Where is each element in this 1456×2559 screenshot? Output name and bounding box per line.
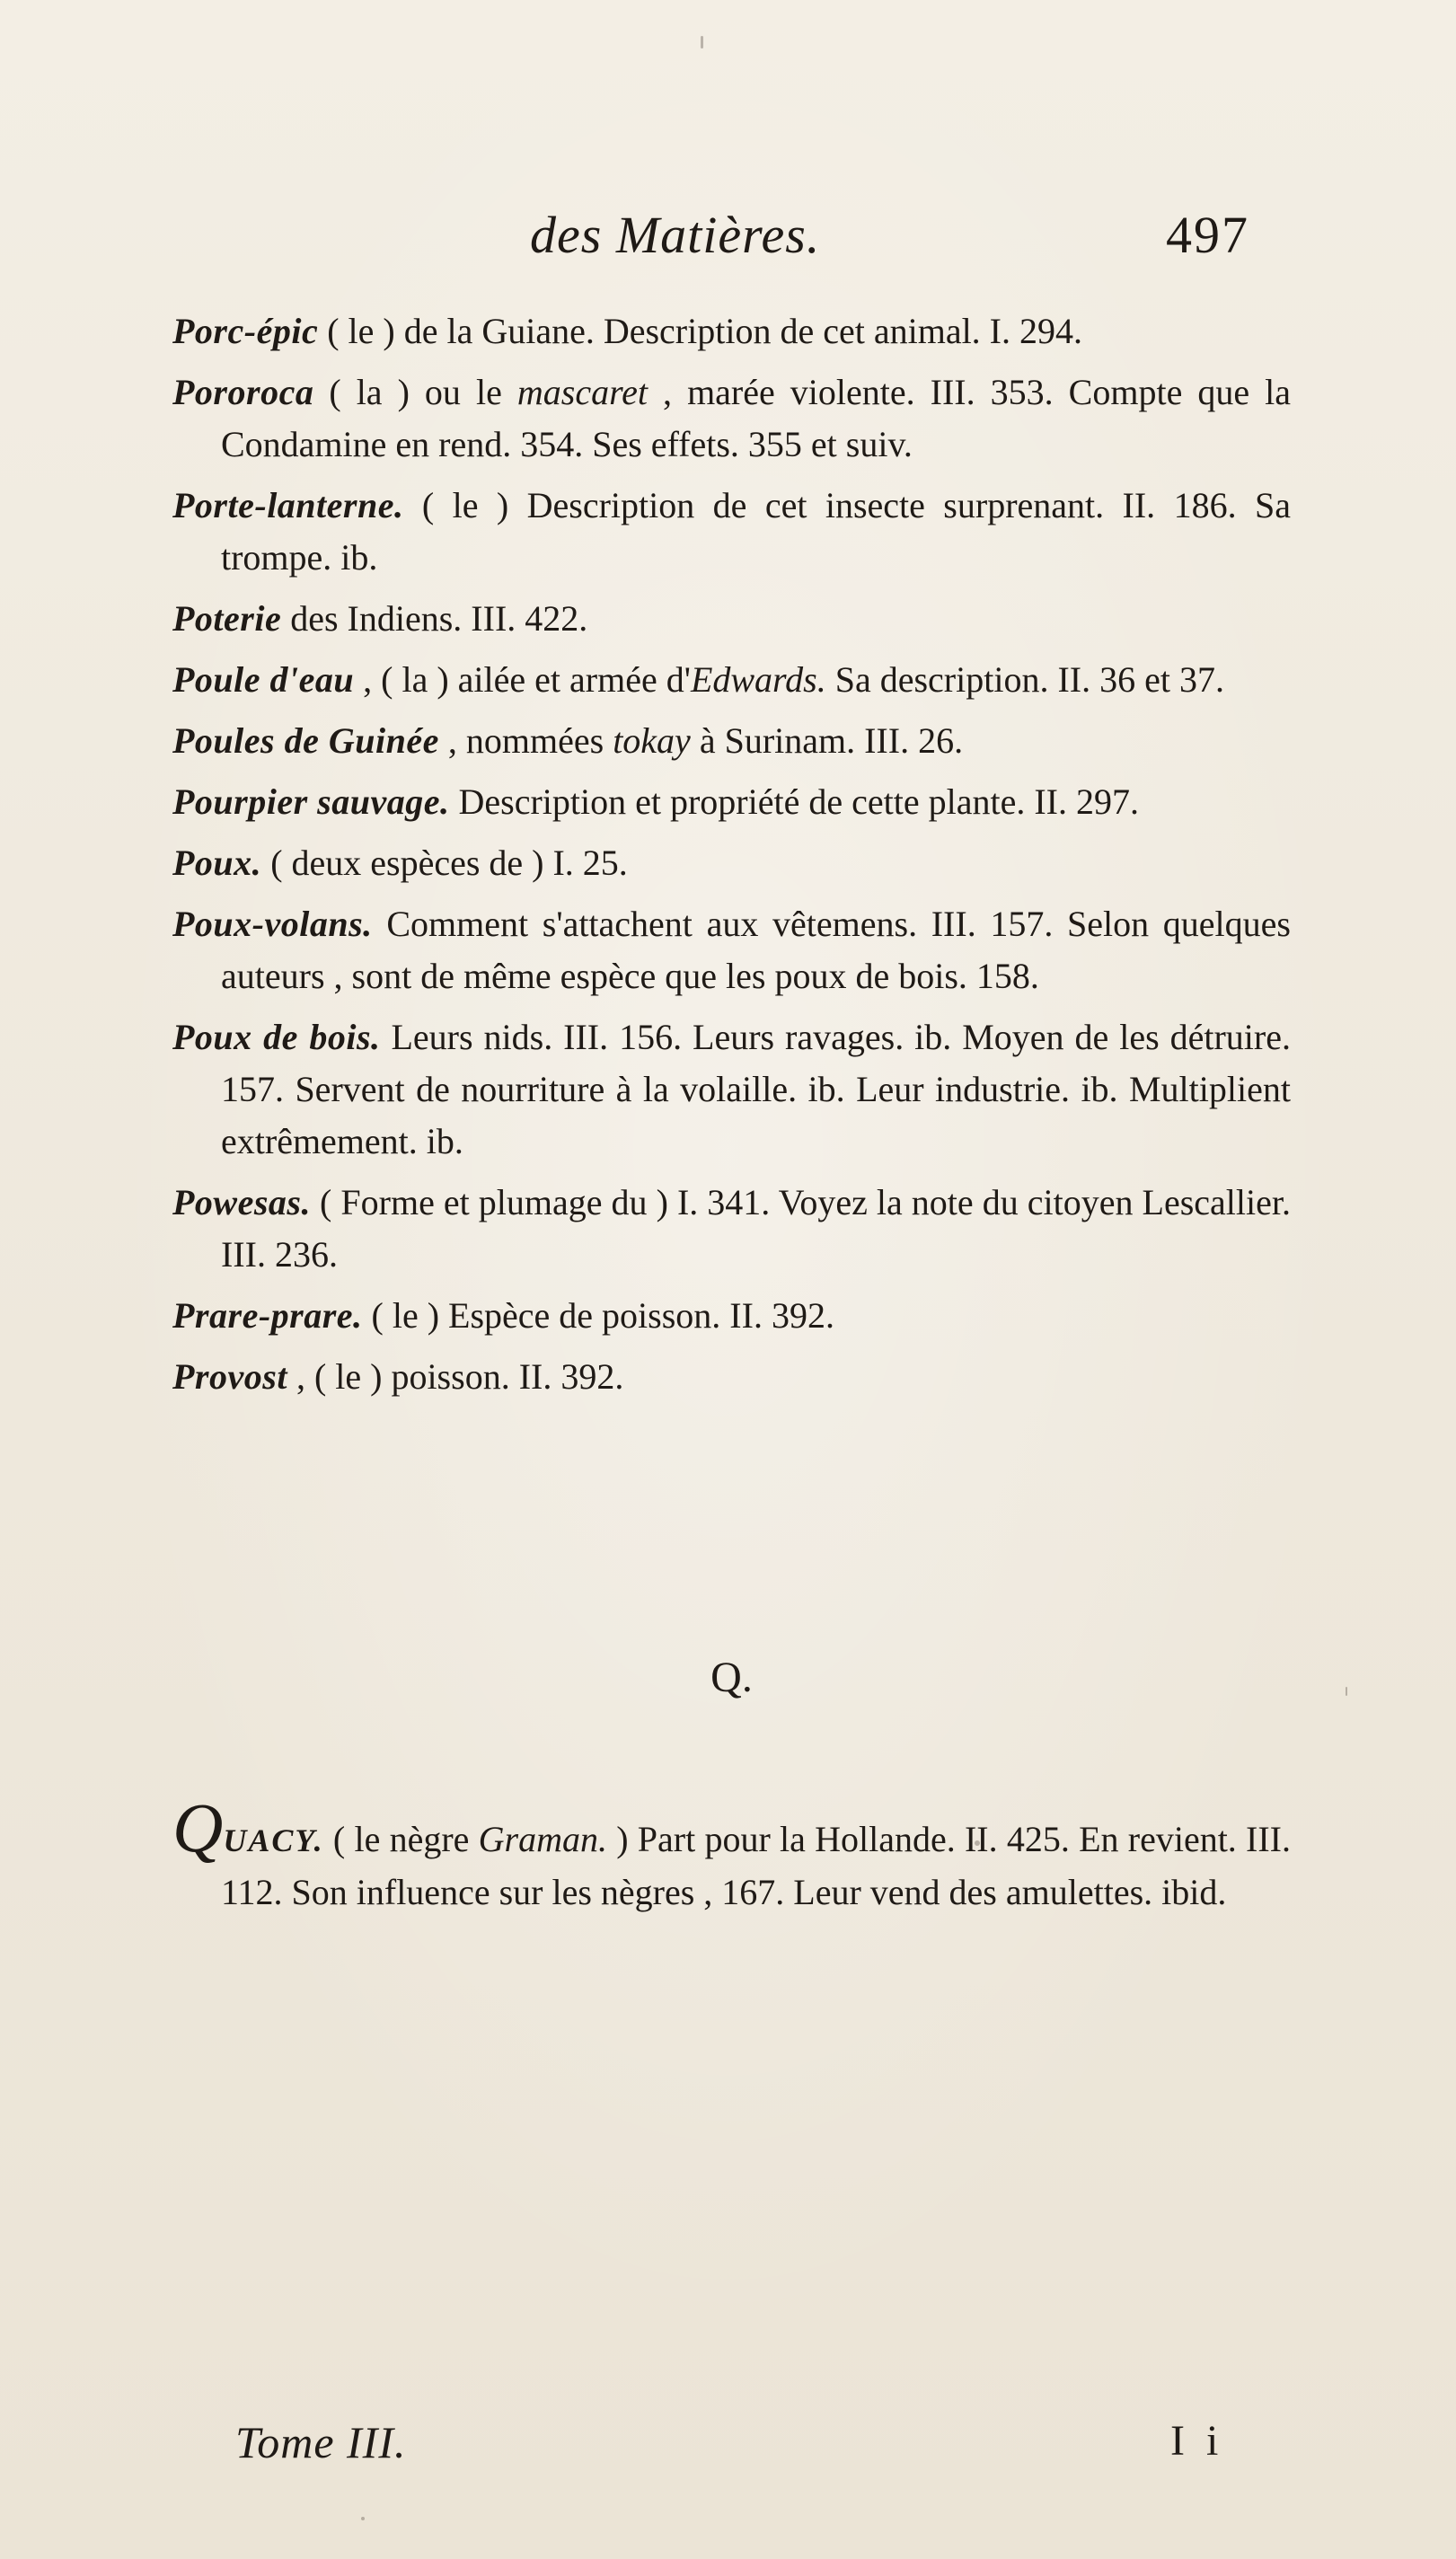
index-entry (172, 715, 1291, 767)
entry-text: des Indiens. III. 422. (281, 598, 588, 639)
entry-term: Poterie (172, 598, 282, 639)
page-number: 497 (1166, 206, 1249, 264)
entry-text: ( le ) Espèce de poisson. II. 392. (362, 1295, 834, 1336)
section-letter: Q. (710, 1654, 753, 1701)
entry-term: Poux-volans. (172, 904, 373, 944)
drop-cap: Q (172, 1788, 224, 1866)
entry-term: Porte-lanterne. (172, 485, 404, 525)
entry-text: ( deux espèces de ) I. 25. (261, 843, 628, 883)
index-entry (172, 837, 1291, 889)
index-entry (172, 366, 1291, 471)
index-entry (172, 898, 1291, 1002)
entry-text-pre: ( la ) ou le (313, 372, 517, 412)
entry-term: Poux de bois. (172, 1017, 381, 1057)
entry-text: Comment s'attachent aux vêtemens. III. 157. Selon quelques auteurs , sont de même espèce que les poux de bois. 158. (221, 904, 1291, 996)
entry-term: Poux. (172, 843, 262, 883)
index-entry (172, 1788, 1292, 1919)
entry-text: ) Part pour la Hollande. II. 425. En revient. III. 112. Son influence sur les nègres , 167. Leur vend des amulettes. ibid. (221, 1819, 1292, 1912)
index-entries-q (172, 1788, 1292, 1928)
entry-term: UACY. (223, 1822, 324, 1858)
entry-term: Pourpier sauvage. (172, 781, 450, 822)
index-entry (172, 1177, 1291, 1281)
index-entry (172, 654, 1291, 706)
entry-text: Sa description. II. 36 et 37. (825, 659, 1224, 700)
entry-term: Prare-prare. (172, 1295, 363, 1336)
index-entry (172, 593, 1291, 645)
entry-term: Poule d'eau (172, 659, 355, 700)
page-header (0, 205, 1456, 286)
entry-text: ( le ) de la Guiane. Description de cet animal. I. 294. (318, 311, 1083, 351)
entry-term: Powesas. (172, 1182, 311, 1222)
index-entry (172, 1290, 1291, 1342)
index-entries-p (172, 305, 1291, 1412)
entry-italic: Edwards. (690, 659, 826, 700)
index-entry (172, 305, 1291, 357)
entry-term: Pororoca (172, 372, 314, 412)
signature-mark: I i (1170, 2417, 1224, 2465)
entry-text: , ( le ) poisson. II. 392. (287, 1356, 624, 1397)
entry-italic: mascaret (516, 372, 649, 412)
paper-speck (1346, 1687, 1347, 1696)
entry-text: ( Forme et plumage du ) I. 341. Voyez la note du citoyen Lescallier. III. 236. (221, 1182, 1291, 1275)
index-entry (172, 480, 1291, 584)
entry-italic: tokay (613, 720, 691, 761)
page-footer (0, 2416, 1456, 2479)
entry-text-pre: ( le nègre (323, 1819, 479, 1859)
entry-text: Description et propriété de cette plante. II. 297. (449, 781, 1139, 822)
entry-text: Leurs nids. III. 156. Leurs ravages. ib. Moyen de les détruire. 157. Servent de nourriture à la volaille. ib. Leur industrie. ib. Multiplient extrêmement. ib. (221, 1017, 1291, 1161)
entry-term: Porc-épic (172, 311, 319, 351)
paper-speck (701, 36, 703, 49)
entry-term: Provost (172, 1356, 287, 1397)
entry-text-pre: , ( la ) ailée et armée d' (354, 659, 691, 700)
paper-speck (975, 1840, 980, 1846)
volume-label: Tome III. (235, 2417, 407, 2467)
entry-text: , marée violente. III. 353. Compte que la Condamine en rend. 354. Ses effets. 355 et suiv. (221, 372, 1291, 464)
entry-italic: Graman. (478, 1819, 607, 1859)
entry-term: Poules de Guinée (172, 720, 439, 761)
running-title: des Matières. (530, 206, 821, 264)
paper-speck (361, 2517, 365, 2520)
index-entry (172, 1351, 1291, 1403)
index-entry (172, 776, 1291, 828)
entry-text: à Surinam. III. 26. (690, 720, 964, 761)
entry-text: ( le ) Description de cet insecte surprenant. II. 186. Sa trompe. ib. (221, 485, 1291, 578)
index-entry (172, 1011, 1291, 1168)
entry-text-pre: , nommées (438, 720, 613, 761)
